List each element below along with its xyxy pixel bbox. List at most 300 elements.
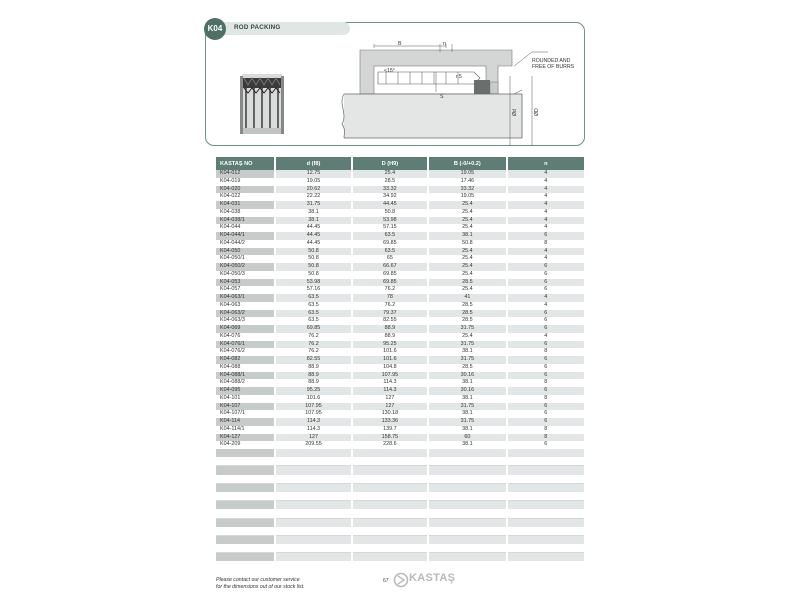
- footer-note-line2: for the dimensions out of our stock list.: [216, 584, 305, 590]
- table-cell: 28.5: [429, 279, 505, 287]
- table-header-row: [216, 157, 584, 170]
- table-cell-empty: [353, 553, 427, 561]
- packing-product-icon: [240, 74, 284, 134]
- col-header-n: n: [508, 157, 584, 170]
- footer-note-line1: Please contact our customer service: [216, 577, 300, 583]
- table-cell: K04-038: [220, 208, 241, 215]
- table-row: [216, 193, 584, 201]
- table-row: [216, 310, 584, 318]
- table-cell: 38.1: [462, 348, 473, 355]
- table-cell: 38.1: [462, 379, 473, 386]
- table-cell: 50.8: [308, 255, 319, 262]
- table-cell: K04-050/1: [220, 255, 245, 262]
- table-cell: 127: [385, 394, 395, 401]
- table-cell: 101.6: [353, 356, 427, 364]
- table-cell: K04-114/1: [220, 425, 245, 432]
- col-header-d: d (f8): [276, 157, 350, 170]
- table-cell-empty: [216, 475, 274, 484]
- table-cell-empty: [429, 475, 505, 484]
- table-row: [216, 325, 584, 333]
- table-cell-empty: [353, 509, 427, 518]
- table-cell: 6: [544, 270, 548, 277]
- table-cell: 6: [544, 286, 548, 293]
- table-cell-empty: [508, 519, 584, 527]
- table-cell: 6: [544, 317, 548, 324]
- table-cell: 31.75: [429, 325, 505, 333]
- table-cell: 31.75: [429, 403, 505, 411]
- table-cell: 25.4: [429, 217, 505, 225]
- table-cell: 4: [508, 248, 584, 256]
- table-cell: 4: [508, 294, 584, 302]
- table-cell: K04-020: [216, 186, 274, 194]
- table-cell: 65: [386, 255, 393, 262]
- table-row-empty: [216, 449, 584, 457]
- table-cell: 4: [544, 224, 548, 231]
- table-cell-empty: [508, 509, 584, 518]
- table-cell: 6: [508, 341, 584, 349]
- table-cell: K04-038/1: [216, 217, 274, 225]
- table-cell: 28.5: [429, 310, 505, 318]
- dim-label-b: B: [398, 41, 402, 47]
- table-cell-empty: [216, 509, 274, 518]
- table-row: [216, 364, 584, 372]
- footer-note: [216, 577, 336, 591]
- table-cell: 25.4: [462, 286, 473, 293]
- table-row-empty: [216, 509, 584, 518]
- table-cell: 53.98: [276, 279, 350, 287]
- rod-packing-table: [214, 157, 586, 561]
- table-cell: 6: [508, 310, 584, 318]
- table-row: [216, 418, 584, 426]
- table-row: [216, 403, 584, 411]
- table-row: [216, 379, 584, 387]
- table-cell: 158.75: [353, 434, 427, 442]
- table-cell-empty: [508, 536, 584, 544]
- table-cell: 50.8: [308, 270, 319, 277]
- table-row: [216, 232, 584, 240]
- table-row: [216, 248, 584, 256]
- table-row: [216, 348, 584, 356]
- table-cell: 38.1: [276, 217, 350, 225]
- table-cell: 139.7: [383, 425, 397, 432]
- table-row-empty: [216, 484, 584, 492]
- table-cell: 38.1: [308, 208, 319, 215]
- table-cell: K04-044/2: [220, 239, 245, 246]
- table-cell: 107.95: [305, 410, 322, 417]
- table-row: [216, 279, 584, 287]
- table-cell-empty: [276, 449, 350, 457]
- table-cell: K04-076/2: [220, 348, 245, 355]
- table-cell-empty: [353, 484, 427, 492]
- table-cell: 114.3: [276, 418, 350, 426]
- table-cell: 114.3: [353, 387, 427, 395]
- table-cell: K04-053: [216, 279, 274, 287]
- table-cell: 30.16: [429, 372, 505, 380]
- table-cell: 25.4: [429, 248, 505, 256]
- table-cell: 44.45: [306, 224, 321, 231]
- table-cell: 31.75: [429, 341, 505, 349]
- table-cell: 33.32: [429, 186, 505, 194]
- table-cell-empty: [216, 536, 274, 544]
- table-cell: 127: [353, 403, 427, 411]
- table-row: [216, 356, 584, 364]
- table-cell: K04-107/1: [220, 410, 245, 417]
- table-cell-empty: [216, 449, 274, 457]
- table-cell-empty: [429, 553, 505, 561]
- table-row: [216, 271, 584, 279]
- table-cell: 33.32: [353, 186, 427, 194]
- table-cell: 12.75: [276, 170, 350, 178]
- table-cell: 19.05: [306, 177, 321, 184]
- table-cell-empty: [276, 484, 350, 492]
- table-cell: 31.75: [276, 201, 350, 209]
- table-row: [216, 240, 584, 248]
- table-row: [216, 224, 584, 232]
- table-cell-empty: [508, 501, 584, 509]
- table-cell: 88.9: [384, 332, 396, 339]
- table-cell: 127: [276, 434, 350, 442]
- table-cell-empty: [429, 484, 505, 492]
- table-cell: 88.9: [353, 325, 427, 333]
- table-cell: 30.16: [429, 387, 505, 395]
- table-cell: K04-050: [216, 248, 274, 256]
- table-cell: K04-063: [220, 301, 241, 308]
- table-cell: K04-101: [220, 394, 241, 401]
- table-cell: 28.5: [462, 317, 473, 324]
- table-cell-empty: [508, 475, 584, 484]
- table-cell: 4: [544, 301, 548, 308]
- table-cell: 69.85: [353, 279, 427, 287]
- table-cell: 25.4: [462, 332, 473, 339]
- table-cell: 6: [544, 441, 548, 448]
- table-cell: 79.37: [353, 310, 427, 318]
- table-cell: 104.8: [383, 363, 397, 370]
- table-cell: 50.8: [276, 263, 350, 271]
- table-row: [216, 170, 584, 178]
- table-cell-empty: [508, 527, 584, 536]
- table-cell: 25.4: [462, 255, 473, 262]
- rod-section: [342, 90, 522, 138]
- table-cell-empty: [276, 553, 350, 561]
- table-cell: 101.6: [383, 348, 397, 355]
- table-cell: 6: [508, 279, 584, 287]
- table-cell: 25.4: [462, 270, 473, 277]
- table-row: [216, 387, 584, 395]
- table-cell-empty: [508, 544, 584, 553]
- table-cell: K04-012: [216, 170, 274, 178]
- table-cell-empty: [216, 527, 274, 536]
- table-cell: 4: [544, 332, 548, 339]
- table-cell: 38.1: [462, 410, 473, 417]
- table-cell: 25.4: [353, 170, 427, 178]
- table-cell: K04-022: [220, 193, 241, 200]
- dim-label-D: ØD: [534, 108, 540, 116]
- table-cell: K04-076/1: [216, 341, 274, 349]
- table-row-empty: [216, 544, 584, 553]
- table-cell: 4: [544, 208, 548, 215]
- table-cell: 28.5: [384, 177, 396, 184]
- table-row: [216, 263, 584, 271]
- table-cell-empty: [508, 484, 584, 492]
- dim-label-d: Ød: [512, 109, 518, 116]
- table-cell: 8: [544, 425, 548, 432]
- table-cell: 78: [353, 294, 427, 302]
- table-cell-empty: [276, 466, 350, 474]
- table-cell-empty: [508, 492, 584, 501]
- table-cell: 4: [544, 177, 548, 184]
- table-cell-empty: [429, 509, 505, 518]
- table-row: [216, 294, 584, 302]
- table-cell: 6: [508, 263, 584, 271]
- table-cell: 31.75: [429, 418, 505, 426]
- table-cell: K04-088/1: [216, 372, 274, 380]
- table-cell-empty: [353, 466, 427, 474]
- table-cell: 4: [508, 186, 584, 194]
- table-cell: 20.62: [276, 186, 350, 194]
- table-cell: 57.16: [306, 286, 321, 293]
- table-cell: 22.22: [306, 193, 321, 200]
- table-cell-empty: [429, 492, 505, 501]
- table-cell: 4: [508, 170, 584, 178]
- table-cell: 6: [508, 418, 584, 426]
- table-cell: 130.18: [381, 410, 399, 417]
- table-row-empty: [216, 553, 584, 561]
- table-row: [216, 209, 584, 217]
- col-header-kastas-no: KASTAŞ NO: [216, 157, 274, 170]
- table-cell-empty: [429, 544, 505, 553]
- table-cell-empty: [429, 449, 505, 457]
- table-cell-empty: [276, 544, 350, 553]
- table-cell: K04-063/3: [220, 317, 245, 324]
- table-cell: 63.5: [276, 310, 350, 318]
- table-cell: K04-050/2: [216, 263, 274, 271]
- table-cell: 31.75: [429, 356, 505, 364]
- table-cell: 8: [544, 239, 548, 246]
- table-cell: 6: [508, 372, 584, 380]
- table-row-empty: [216, 466, 584, 474]
- table-cell: 63.5: [353, 232, 427, 240]
- table-cell: 88.9: [308, 379, 319, 386]
- table-row: [216, 426, 584, 434]
- table-cell-empty: [508, 457, 584, 466]
- table-cell: 41: [429, 294, 505, 302]
- table-row: [216, 434, 584, 442]
- table-cell: 88.9: [276, 372, 350, 380]
- table-cell: 50.8: [462, 239, 473, 246]
- table-cell-empty: [276, 519, 350, 527]
- table-row: [216, 395, 584, 403]
- table-cell-empty: [276, 492, 350, 501]
- table-cell: 82.55: [383, 317, 397, 324]
- table-cell-empty: [216, 553, 274, 561]
- table-row: [216, 201, 584, 209]
- table-cell-empty: [216, 484, 274, 492]
- table-cell: K04-209: [220, 441, 241, 448]
- table-cell-empty: [429, 527, 505, 536]
- table-cell: 6: [508, 325, 584, 333]
- table-cell: K04-088/2: [220, 379, 245, 386]
- table-cell: K04-063/2: [216, 310, 274, 318]
- table-cell: 76.2: [308, 348, 319, 355]
- table-cell-empty: [276, 536, 350, 544]
- table-cell: 114.3: [306, 425, 321, 432]
- table-cell: 63.5: [353, 248, 427, 256]
- table-cell: 34.92: [383, 193, 397, 200]
- table-cell: K04-044/1: [216, 232, 274, 240]
- table-row: [216, 186, 584, 194]
- table-body: [216, 170, 584, 561]
- table-cell: 28.5: [462, 301, 473, 308]
- table-cell: 101.6: [306, 394, 321, 401]
- table-cell: 63.5: [308, 301, 319, 308]
- table-cell: 82.55: [276, 356, 350, 364]
- table-cell-empty: [353, 544, 427, 553]
- table-cell-empty: [216, 519, 274, 527]
- table-cell: K04-063/1: [216, 294, 274, 302]
- table-cell: 69.85: [276, 325, 350, 333]
- table-cell-empty: [353, 457, 427, 466]
- table-cell: 76.2: [308, 332, 319, 339]
- table-row: [216, 441, 584, 449]
- table-cell-empty: [276, 475, 350, 484]
- table-cell: 4: [508, 217, 584, 225]
- table-cell: 57.15: [383, 224, 397, 231]
- table-cell-empty: [429, 501, 505, 509]
- table-cell-empty: [216, 544, 274, 553]
- table-cell: 28.5: [462, 363, 473, 370]
- table-cell-empty: [429, 457, 505, 466]
- table-row-empty: [216, 501, 584, 509]
- table-cell: K04-019: [220, 177, 241, 184]
- table-cell-empty: [508, 449, 584, 457]
- table-row: [216, 317, 584, 325]
- table-cell: 69.85: [383, 270, 397, 277]
- table-row: [216, 302, 584, 310]
- table-cell: 8: [544, 379, 548, 386]
- table-cell-empty: [353, 492, 427, 501]
- table-cell: 17.46: [460, 177, 475, 184]
- table-cell: K04-031: [216, 201, 274, 209]
- table-row: [216, 333, 584, 341]
- section-badge: K04: [204, 18, 226, 40]
- table-cell: 6: [508, 232, 584, 240]
- page-number: 67: [383, 578, 389, 584]
- table-cell: 25.4: [429, 201, 505, 209]
- table-cell-empty: [429, 519, 505, 527]
- table-row: [216, 341, 584, 349]
- table-cell: 63.5: [276, 294, 350, 302]
- table-cell: 4: [544, 193, 548, 200]
- table-cell: K04-050/3: [220, 270, 245, 277]
- table-row: [216, 255, 584, 263]
- table-cell: 95.25: [276, 387, 350, 395]
- table-cell: K04-044: [220, 224, 241, 231]
- table-cell: K04-127: [216, 434, 274, 442]
- table-cell: 25.4: [462, 208, 473, 215]
- table-cell: K04-082: [216, 356, 274, 364]
- table-cell-empty: [353, 536, 427, 544]
- table-row-empty: [216, 536, 584, 544]
- table-cell-empty: [276, 509, 350, 518]
- table-cell: 114.3: [383, 379, 397, 386]
- table-cell-empty: [216, 466, 274, 474]
- table-cell-empty: [353, 501, 427, 509]
- table-cell: 107.95: [276, 403, 350, 411]
- table-cell: 19.05: [460, 193, 475, 200]
- table-cell: K04-088: [220, 363, 241, 370]
- table-row: [216, 286, 584, 294]
- table-cell: 76.2: [384, 286, 396, 293]
- table-cell-empty: [216, 457, 274, 466]
- table-cell: 38.1: [429, 232, 505, 240]
- table-cell: 44.45: [276, 232, 350, 240]
- table-cell-empty: [276, 501, 350, 509]
- table-cell: 133.36: [353, 418, 427, 426]
- table-cell: 69.85: [383, 239, 397, 246]
- col-header-b: B (-0/+0.2): [429, 157, 505, 170]
- table-cell: 209.55: [305, 441, 322, 448]
- table-row: [216, 217, 584, 225]
- table-cell: 44.45: [353, 201, 427, 209]
- table-cell: 38.1: [462, 441, 473, 448]
- table-cell: 6: [544, 410, 548, 417]
- table-cell: 6: [508, 403, 584, 411]
- section-title: ROD PACKING: [234, 24, 281, 31]
- col-header-D: D (H9): [353, 157, 427, 170]
- table-cell-empty: [353, 519, 427, 527]
- table-cell: 4: [508, 201, 584, 209]
- table-row-empty: [216, 519, 584, 527]
- table-cell: K04-069: [216, 325, 274, 333]
- table-cell: 63.5: [308, 317, 319, 324]
- table-row-empty: [216, 475, 584, 484]
- dim-label-s: S: [440, 94, 444, 100]
- table-row: [216, 178, 584, 186]
- table-cell: 53.98: [353, 217, 427, 225]
- table-cell: 8: [544, 394, 548, 401]
- table-cell: 44.45: [306, 239, 321, 246]
- table-cell: 60: [429, 434, 505, 442]
- table-cell: 88.9: [308, 363, 319, 370]
- table-cell-empty: [353, 527, 427, 536]
- table-cell: 50.8: [276, 248, 350, 256]
- table-cell: 228.6: [383, 441, 397, 448]
- rod-packing-drawing: [214, 36, 584, 146]
- table-cell: K04-057: [220, 286, 241, 293]
- table-cell-empty: [353, 475, 427, 484]
- table-cell: 50.8: [384, 208, 396, 215]
- table-cell: 107.95: [353, 372, 427, 380]
- table-row-empty: [216, 492, 584, 501]
- table-cell: K04-107: [216, 403, 274, 411]
- dim-note-line2: FREE OF BURRS: [532, 64, 575, 70]
- table-cell: 38.1: [462, 394, 473, 401]
- dim-label-angle: <15°: [384, 68, 395, 74]
- table-cell-empty: [216, 501, 274, 509]
- table-cell: 76.2: [276, 341, 350, 349]
- table-row-empty: [216, 527, 584, 536]
- table-row: [216, 410, 584, 418]
- table-cell-empty: [216, 492, 274, 501]
- table-cell: K04-114: [216, 418, 274, 426]
- table-cell: 76.2: [384, 301, 396, 308]
- dim-note-line1: ROUNDED AND: [532, 58, 571, 64]
- dim-label-n: n: [443, 41, 446, 47]
- table-cell: 8: [508, 434, 584, 442]
- table-cell: 25.4: [462, 224, 473, 231]
- table-cell: 6: [508, 387, 584, 395]
- table-cell-empty: [353, 449, 427, 457]
